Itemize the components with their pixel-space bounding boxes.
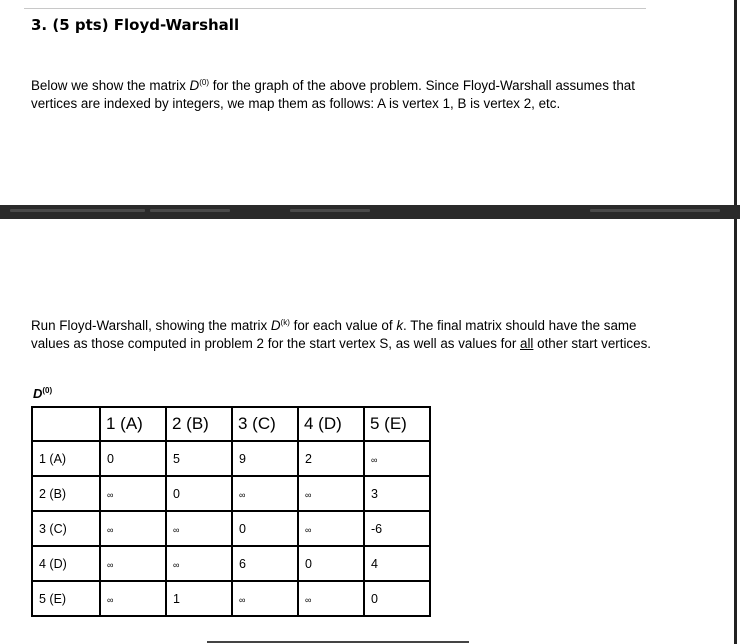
cell-value: 9: [239, 451, 246, 466]
cell-value: 2: [305, 451, 312, 466]
matrix-cell: [166, 546, 232, 581]
page-break-bar: [0, 205, 740, 219]
cell-value: ∞: [107, 524, 114, 535]
header-row: [32, 407, 430, 441]
matrix-label: $D^{(0)}$: [33, 386, 53, 401]
cell-value: 3: [371, 486, 378, 501]
matrix-cell: [166, 581, 232, 616]
matrix-cell: [232, 581, 298, 616]
matrix-cell: [298, 581, 364, 616]
table-row: [32, 546, 430, 581]
cell-value: 0: [305, 556, 312, 571]
matrix-cell: [100, 581, 166, 616]
matrix-cell: [232, 476, 298, 511]
cell-value: 5: [173, 451, 180, 466]
cell-value: ∞: [107, 594, 114, 605]
cell-value: ∞: [305, 594, 312, 605]
row-header: 2 (B): [32, 476, 100, 511]
matrix-cell: [364, 511, 430, 546]
cell-value: 0: [173, 486, 180, 501]
problem-title: 3. (5 pts) Floyd-Warshall: [31, 16, 240, 34]
row-header: 1 (A): [32, 441, 100, 476]
cell-value: ∞: [305, 489, 312, 500]
page-edge: [734, 0, 737, 205]
instructions-paragraph: Run Floyd-Warshall, showing the matrix $D^{(k)}$ for each value of k. The final matrix should have the same values as those computed in problem 2 for the start vertex S, as well as values for all other start vertices.: [31, 318, 651, 351]
cell-value: 1: [173, 591, 180, 606]
cell-value: 0: [239, 521, 246, 536]
matrix-cell: [298, 546, 364, 581]
column-header: 2 (B): [166, 407, 232, 441]
cell-value: ∞: [239, 594, 246, 605]
cell-value: -6: [371, 521, 383, 536]
matrix-cell: [100, 441, 166, 476]
row-header: 3 (C): [32, 511, 100, 546]
cell-value: 6: [239, 556, 246, 571]
matrix-cell: [364, 476, 430, 511]
matrix-cell: [298, 441, 364, 476]
cell-value: ∞: [107, 489, 114, 500]
matrix-cell: [232, 441, 298, 476]
matrix-cell: [298, 511, 364, 546]
matrix-cell: [364, 441, 430, 476]
matrix-cell: [364, 546, 430, 581]
matrix-cell: [232, 546, 298, 581]
column-header: 1 (A): [100, 407, 166, 441]
table-row: [32, 511, 430, 546]
cell-value: 4: [371, 556, 378, 571]
matrix-cell: [100, 546, 166, 581]
intro-paragraph: Below we show the matrix $D^{(0)}$ for the graph of the above problem. Since Floyd-Warshall assumes that vertices are indexed by integers, we map them as follows: A is vertex 1, B is vertex 2, etc.: [31, 78, 635, 111]
cell-value: ∞: [173, 524, 180, 535]
page-edge: [734, 219, 737, 644]
matrix-cell: [232, 511, 298, 546]
row-header: 5 (E): [32, 581, 100, 616]
row-header: 4 (D): [32, 546, 100, 581]
corner-cell: [32, 407, 100, 441]
cell-value: ∞: [173, 559, 180, 570]
cell-value: ∞: [371, 454, 378, 465]
cell-value: 0: [371, 591, 378, 606]
matrix-cell: [364, 581, 430, 616]
cell-value: 0: [107, 451, 114, 466]
matrix-cell: [166, 511, 232, 546]
table-row: [32, 476, 430, 511]
column-header: 5 (E): [364, 407, 430, 441]
cell-value: ∞: [239, 489, 246, 500]
distance-matrix: [31, 406, 431, 617]
matrix-cell: [166, 441, 232, 476]
matrix-cell: [298, 476, 364, 511]
column-header: 4 (D): [298, 407, 364, 441]
top-divider: [24, 8, 646, 9]
cell-value: ∞: [305, 524, 312, 535]
matrix-cell: [100, 511, 166, 546]
cell-value: ∞: [107, 559, 114, 570]
table-row: [32, 441, 430, 476]
matrix-cell: [166, 476, 232, 511]
matrix-cell: [100, 476, 166, 511]
bottom-divider: [207, 641, 469, 643]
column-header: 3 (C): [232, 407, 298, 441]
table-row: [32, 581, 430, 616]
